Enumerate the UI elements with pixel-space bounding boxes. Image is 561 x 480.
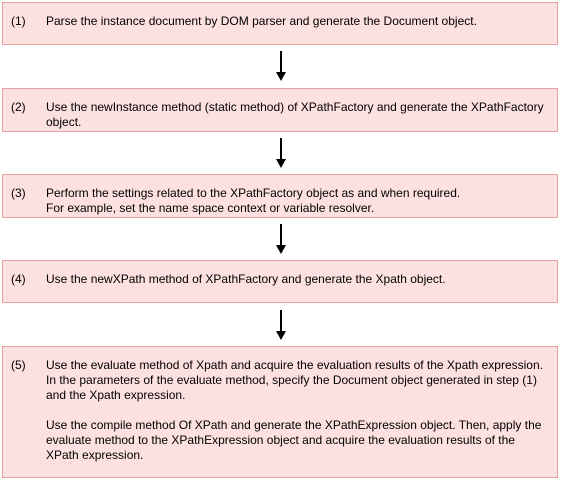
step-number-2: (2) [11,100,26,114]
step-5-para-3: Use the compile method Of XPath and generate the XPathExpression object. Then, apply the evaluate method to the XPathExpression object and acquire the evaluation results of the XPath expression. [46,418,542,462]
step-number-5: (5) [11,358,26,372]
arrow-down-icon [276,224,286,254]
step-number-4: (4) [11,272,26,286]
step-5-para-2: In the parameters of the evaluate method, specify the Document object generated in step (1) and the Xpath expression. [46,373,537,402]
step-3-line-1: Perform the settings related to the XPathFactory object as and when required. [46,186,461,200]
step-5-para-1: Use the evaluate method of Xpath and acquire the evaluation results of the Xpath expression. [46,358,543,372]
step-box-4 [2,260,558,303]
step-box-1 [2,2,558,45]
step-box-5 [2,346,558,478]
arrow-down-icon [276,51,286,81]
step-box-2 [2,88,558,132]
step-box-3 [2,174,558,218]
step-2-line-1: Use the newInstance method (static method) of XPathFactory and generate the XPathFactory object. [46,100,544,129]
step-3-line-2: For example, set the name space context or variable resolver. [46,201,375,215]
step-number-3: (3) [11,186,26,200]
arrow-down-icon [276,138,286,168]
step-1-line-1: Parse the instance document by DOM parser and generate the Document object. [46,14,477,28]
step-text-5 [46,358,545,463]
step-text-3 [46,186,545,216]
step-text-4 [46,272,545,287]
step-4-line-1: Use the newXPath method of XPathFactory and generate the Xpath object. [46,272,446,286]
step-text-1 [46,14,545,29]
step-text-2 [46,100,545,130]
step-number-1: (1) [11,14,26,28]
arrow-down-icon [276,310,286,340]
